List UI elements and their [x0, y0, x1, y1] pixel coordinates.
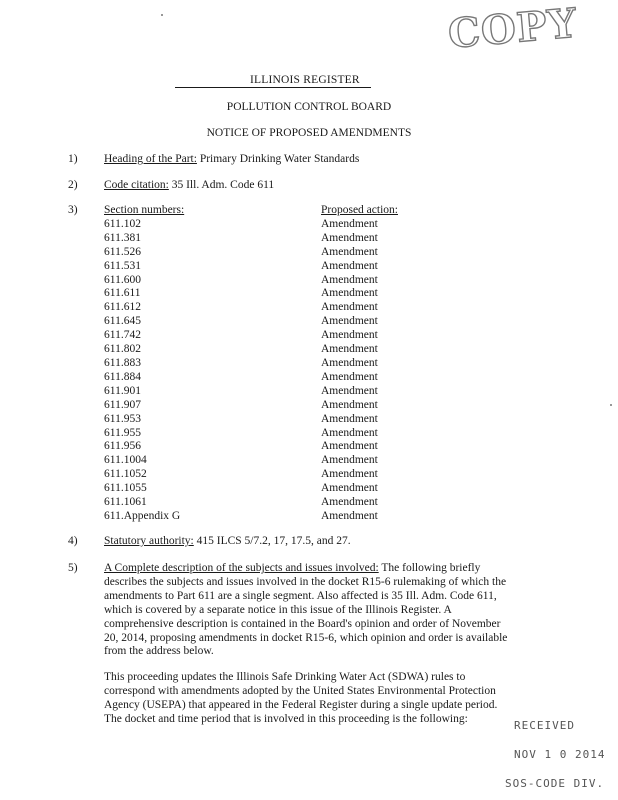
section-number: 611.612 [104, 301, 141, 314]
description-line: from the address below. [104, 645, 214, 658]
section-number: 611.883 [104, 356, 141, 369]
proposed-action-header: Proposed action: [321, 204, 398, 216]
description-line: describes the subjects and issues involved in the docket R15-6 rulemaking of which the [104, 575, 507, 588]
proposed-action: Amendment [321, 398, 378, 411]
item-5-number: 5) [68, 562, 78, 574]
proposed-action: Amendment [321, 426, 378, 439]
item-1-label: Heading of the Part: [104, 153, 197, 165]
section-number: 611.1061 [104, 496, 147, 509]
section-number: 611.1004 [104, 454, 147, 467]
section-number: 611.955 [104, 426, 141, 439]
section-number: 611.600 [104, 273, 141, 286]
item-1-value: Primary Drinking Water Standards [199, 153, 360, 165]
proposed-action: Amendment [321, 287, 378, 300]
proposed-action: Amendment [321, 454, 378, 467]
item-4-value: 415 ILCS 5/7.2, 17, 17.5, and 27. [196, 535, 351, 547]
section-number: 611.742 [104, 329, 141, 342]
item-2 [104, 179, 274, 191]
proceeding-line: correspond with amendments adopted by the United States Environmental Protection [104, 684, 496, 697]
proposed-action: Amendment [321, 440, 378, 453]
register-title: ILLINOIS REGISTER [250, 74, 360, 86]
proposed-action: Amendment [321, 412, 378, 425]
section-number: 611.Appendix G [104, 509, 181, 522]
notice-title: NOTICE OF PROPOSED AMENDMENTS [206, 127, 412, 139]
proposed-action: Amendment [321, 509, 378, 522]
section-number: 611.901 [104, 384, 141, 397]
item-3-number: 3) [68, 204, 78, 216]
copy-stamp: COPY [446, 0, 580, 58]
item-1-number: 1) [68, 153, 78, 165]
item-2-value: 35 Ill. Adm. Code 611 [171, 179, 275, 191]
proposed-action: Amendment [321, 273, 378, 286]
section-number: 611.645 [104, 315, 141, 328]
item-5-description [104, 562, 536, 659]
proceeding-line: This proceeding updates the Illinois Safe Drinking Water Act (SDWA) rules to [104, 671, 466, 683]
section-numbers-header: Section numbers: [104, 204, 185, 216]
section-number: 611.907 [104, 398, 141, 411]
section-number: 611.1055 [104, 482, 147, 495]
item-5-value: The following briefly [381, 562, 481, 574]
description-first-line [104, 562, 536, 576]
received-stamp-date: NOV 1 0 2014 [514, 748, 606, 761]
section-number: 611.956 [104, 440, 141, 453]
proposed-action: Amendment [321, 329, 378, 342]
register-rule [175, 87, 371, 88]
item-2-number: 2) [68, 179, 78, 191]
description-line: 20, 2014, proposing amendments in docket R15-6, which opinion and order is available [104, 631, 508, 644]
proceeding-line: Agency (USEPA) that appeared in the Federal Register during a single update period. [104, 698, 498, 711]
section-number: 611.531 [104, 259, 141, 272]
proposed-action: Amendment [321, 370, 378, 383]
item-4-label: Statutory authority: [104, 535, 194, 547]
description-line: which is covered by a separate notice in this issue of the Illinois Register. A [104, 603, 452, 616]
proposed-action: Amendment [321, 343, 378, 356]
proposed-action: Amendment [321, 482, 378, 495]
item-2-label: Code citation: [104, 179, 169, 191]
section-number: 611.884 [104, 370, 141, 383]
item-4-number: 4) [68, 535, 78, 547]
proposed-action: Amendment [321, 217, 378, 230]
item-1 [104, 153, 359, 165]
proposed-action: Amendment [321, 356, 378, 369]
item-5-label: A Complete description of the subjects and issues involved: [104, 562, 379, 574]
section-number: 611.802 [104, 343, 141, 356]
proposed-action: Amendment [321, 259, 378, 272]
proposed-action: Amendment [321, 468, 378, 481]
proposed-action: Amendment [321, 315, 378, 328]
received-stamp-label: RECEIVED [514, 719, 575, 732]
proposed-action-column [321, 204, 398, 524]
section-numbers-column [104, 204, 184, 524]
scan-speck [610, 404, 612, 406]
scan-speck [161, 14, 163, 16]
proposed-action: Amendment [321, 301, 378, 314]
section-number: 611.953 [104, 412, 141, 425]
description-line: amendments to Part 611 are a single segment. Also affected is 35 Ill. Adm. Code 611, [104, 589, 497, 602]
section-number: 611.526 [104, 245, 141, 258]
item-4 [104, 535, 351, 547]
received-stamp-division: SOS-CODE DIV. [505, 777, 605, 790]
proposed-action: Amendment [321, 231, 378, 244]
section-number: 611.381 [104, 231, 141, 244]
section-number: 611.102 [104, 217, 141, 230]
proposed-action: Amendment [321, 384, 378, 397]
proceeding-paragraph [104, 671, 536, 727]
agency-name: POLLUTION CONTROL BOARD [226, 101, 392, 113]
proposed-action: Amendment [321, 496, 378, 509]
proceeding-line: The docket and time period that is involved in this proceeding is the following: [104, 712, 468, 725]
section-number: 611.1052 [104, 468, 147, 481]
section-number: 611.611 [104, 287, 141, 300]
description-line: comprehensive description is contained in the Board's opinion and order of November [104, 617, 501, 630]
proposed-action: Amendment [321, 245, 378, 258]
